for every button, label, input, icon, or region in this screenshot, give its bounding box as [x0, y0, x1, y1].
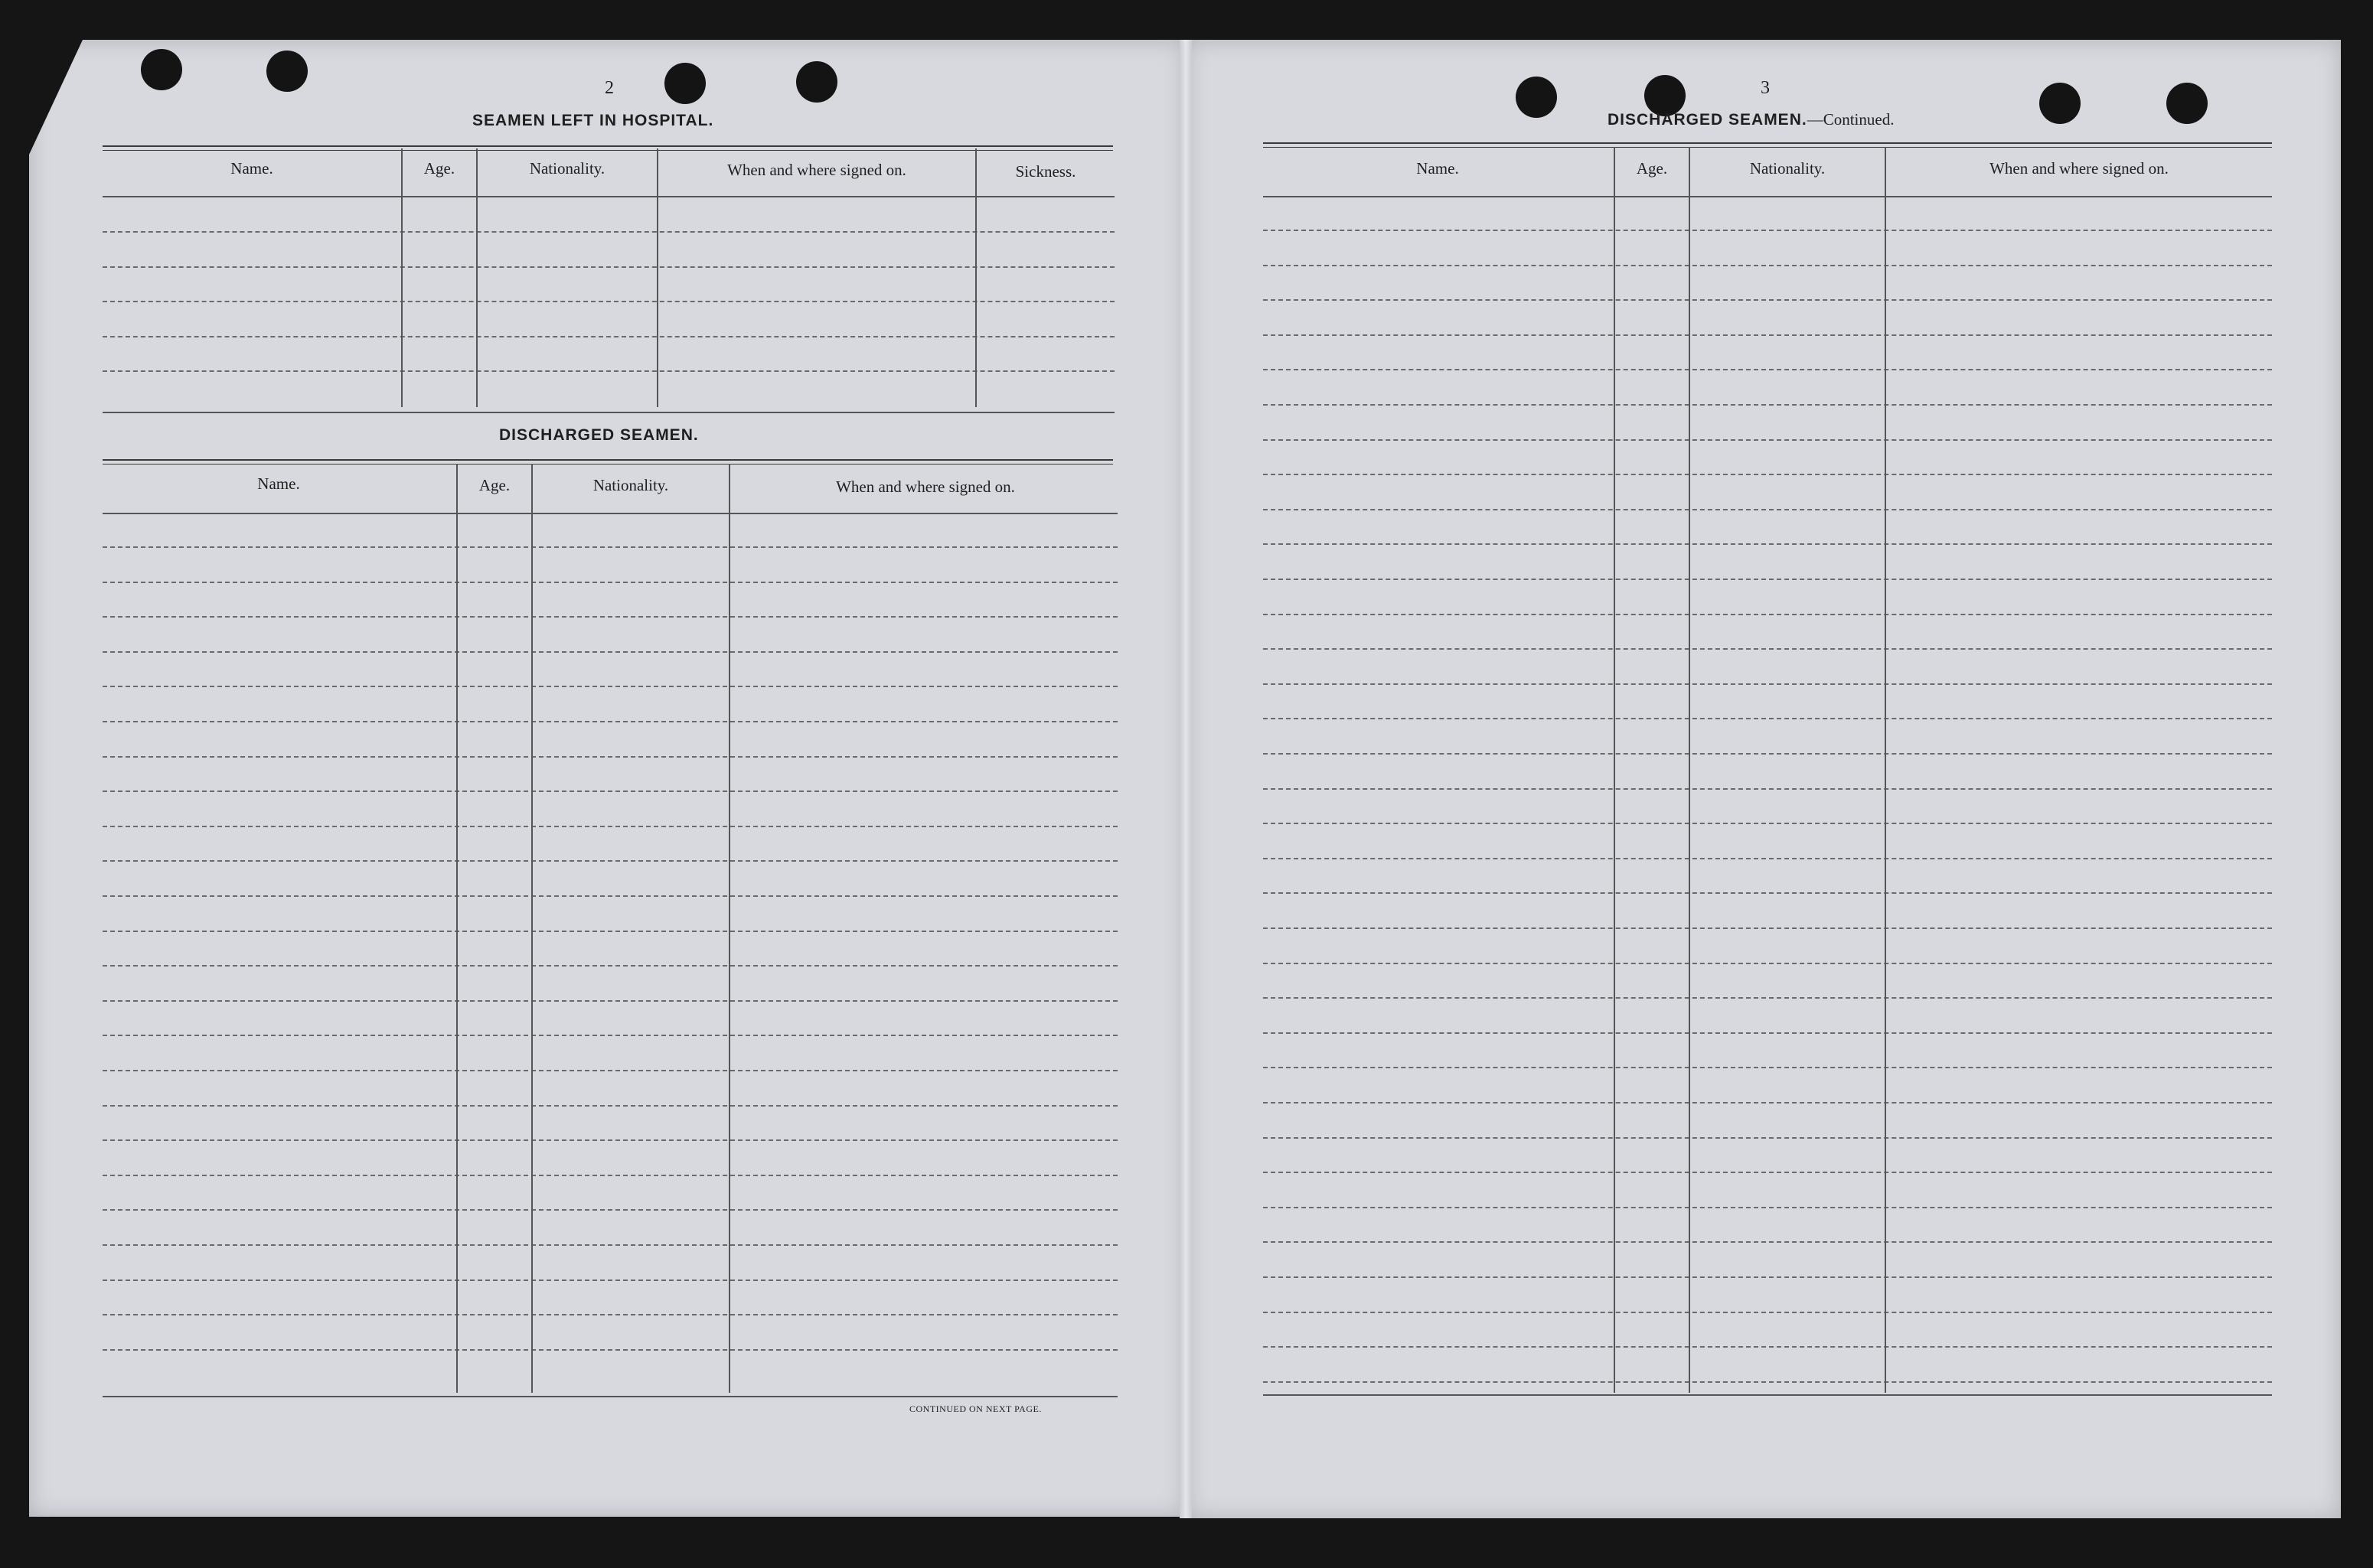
ruled-row-line [1263, 1241, 2272, 1243]
column-header: Nationality. [1749, 159, 1826, 178]
ruled-row-line [1263, 927, 2272, 929]
ruled-row-line [103, 1070, 1118, 1071]
ruled-row-line [1263, 614, 2272, 615]
discharged-section-title: DISCHARGED SEAMEN. [499, 426, 699, 444]
right-page [1186, 40, 2341, 1518]
ruled-row-line [1263, 474, 2272, 475]
ruled-row-line [103, 336, 1115, 337]
punch-hole [2166, 83, 2208, 124]
column-header: Age. [423, 159, 455, 178]
ruled-row-line [103, 301, 1115, 302]
ruled-row-line [103, 546, 1118, 548]
page-number-left: 2 [605, 78, 614, 98]
ruled-row-line [1263, 404, 2272, 406]
ruled-row-line [1263, 369, 2272, 370]
ruled-row-line [1263, 509, 2272, 510]
ruled-row-line [1263, 892, 2272, 894]
ruled-row-line [1263, 1312, 2272, 1313]
ruled-row-line [103, 1035, 1118, 1036]
ruled-row-line [103, 860, 1118, 862]
punch-hole [141, 49, 182, 90]
ruled-row-line [1263, 1102, 2272, 1103]
ruled-row-line [1263, 1276, 2272, 1278]
ruled-row-line [1263, 718, 2272, 719]
ruled-row-line [1263, 1137, 2272, 1139]
column-header: Nationality. [529, 159, 605, 178]
continued-note: CONTINUED ON NEXT PAGE. [909, 1403, 1042, 1414]
ruled-row-line [103, 370, 1115, 372]
column-header: Name. [1416, 159, 1459, 178]
ruled-row-line [103, 895, 1118, 897]
column-header: Nationality. [592, 476, 669, 494]
column-header: When and where signed on. [1989, 159, 2169, 178]
ruled-row-line [103, 826, 1118, 827]
ruled-row-line [1263, 963, 2272, 964]
ruled-row-line [1263, 579, 2272, 580]
ruled-row-line [103, 686, 1118, 687]
ruled-row-line [103, 1280, 1118, 1281]
ruled-row-line [103, 651, 1118, 653]
ruled-row-line [1263, 1067, 2272, 1068]
ruled-row-line [103, 721, 1118, 722]
punch-hole [2039, 83, 2081, 124]
ruled-row-line [103, 931, 1118, 932]
ruled-row-line [1263, 439, 2272, 441]
column-header: When and where signed on. [836, 478, 1015, 496]
ruled-row-line [103, 616, 1118, 618]
ruled-row-line [1263, 648, 2272, 650]
ruled-row-line [1263, 1207, 2272, 1208]
page-gutter [1180, 40, 1192, 1518]
ruled-row-line [103, 266, 1115, 268]
ruled-row-line [1263, 683, 2272, 685]
ruled-row-line [1263, 858, 2272, 859]
hospital-section-title: SEAMEN LEFT IN HOSPITAL. [472, 112, 714, 129]
ruled-row-line [103, 791, 1118, 792]
ruled-row-line [1263, 1172, 2272, 1173]
ruled-row-line [1263, 543, 2272, 545]
punch-hole [664, 63, 706, 104]
right-section-title: DISCHARGED SEAMEN.—Continued. [1608, 110, 1895, 129]
ruled-row-line [103, 1349, 1118, 1351]
ruled-row-line [103, 582, 1118, 583]
ruled-row-line [103, 1209, 1118, 1211]
ruled-row-line [1263, 788, 2272, 790]
ruled-row-line [1263, 1381, 2272, 1383]
ruled-row-line [103, 1105, 1118, 1107]
punch-hole [1516, 77, 1557, 118]
ruled-row-line [1263, 299, 2272, 301]
ruled-row-line [1263, 997, 2272, 999]
ruled-row-line [1263, 230, 2272, 231]
column-header: When and where signed on. [727, 161, 906, 179]
ruled-row-line [103, 965, 1118, 967]
ruled-row-line [103, 231, 1115, 233]
ruled-row-line [1263, 823, 2272, 824]
page-number-right: 3 [1761, 78, 1770, 98]
ruled-row-line [103, 756, 1118, 758]
ruled-row-line [103, 1175, 1118, 1176]
column-header: Name. [230, 159, 273, 178]
column-header: Age. [1636, 159, 1668, 178]
ruled-row-line [103, 1000, 1118, 1002]
punch-hole [796, 61, 837, 103]
ruled-row-line [1263, 334, 2272, 336]
ruled-row-line [1263, 1346, 2272, 1348]
left-page [29, 40, 1185, 1517]
ruled-row-line [103, 1314, 1118, 1315]
punch-hole [266, 51, 308, 92]
ruled-row-line [1263, 753, 2272, 755]
ruled-row-line [103, 1139, 1118, 1141]
column-header: Age. [478, 476, 511, 494]
ruled-row-line [1263, 265, 2272, 266]
column-header: Sickness. [1015, 162, 1076, 181]
ruled-row-line [103, 1244, 1118, 1246]
column-header: Name. [257, 474, 300, 493]
ruled-row-line [1263, 1032, 2272, 1034]
